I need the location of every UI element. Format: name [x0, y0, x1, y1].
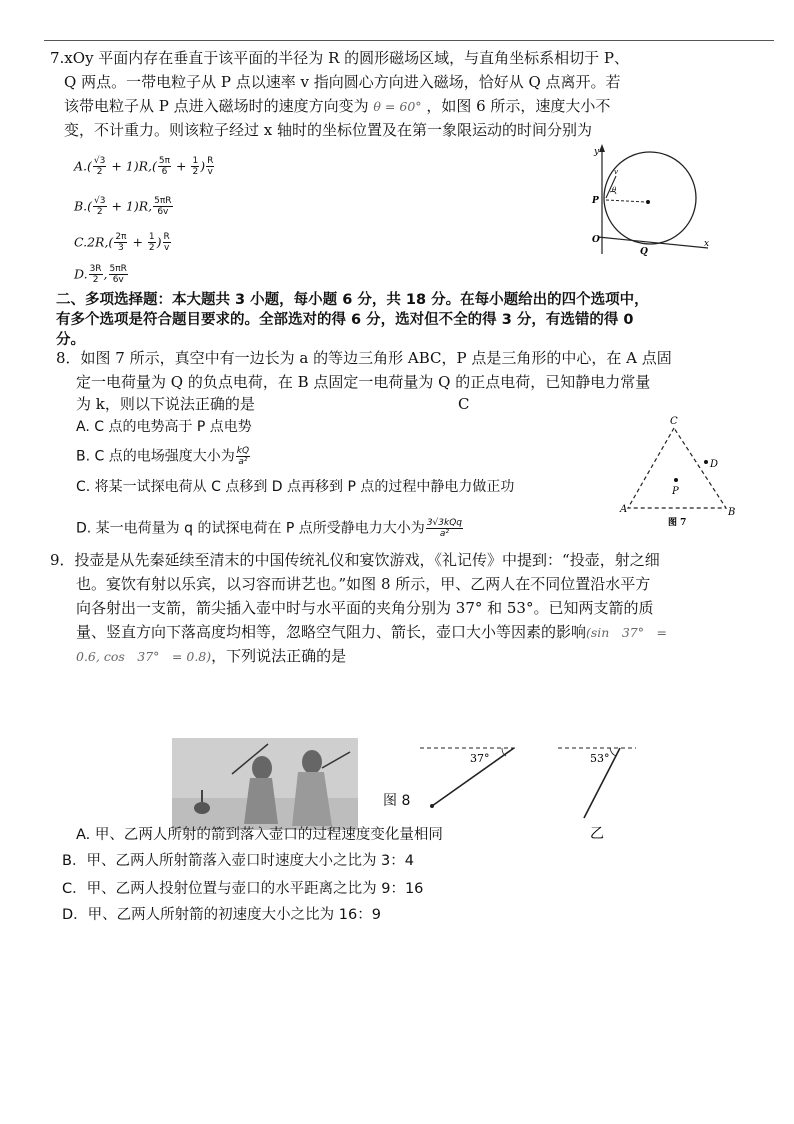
section2-line-3: 分。 [56, 332, 85, 348]
label-b: B [728, 507, 736, 518]
q8-option-d[interactable]: D. 某一电荷量为 q 的试探电荷在 P 点所受静电力大小为 $\frac{\text{3√3kQq}}{\text{a²}}$ [76, 518, 463, 539]
point-d [704, 460, 708, 464]
q7-line-4: 变，不计重力。则该粒子经过 x 轴时的坐标位置及在第一象限运动的时间分别为 [64, 121, 592, 139]
q9-option-d[interactable]: D．甲、乙两人所射箭的初速度大小之比为 16：9 [62, 907, 381, 923]
velocity-label: v [614, 168, 618, 176]
sin-expression-2: 0.6, cos 37° = 0.8) [76, 649, 212, 664]
q9-option-a[interactable]: A. 甲、乙两人所射的箭到落入壶口的过程速度变化量相同 [76, 827, 443, 843]
theta-expression: θ = 60° [373, 99, 422, 114]
figure-8-painting-image [172, 738, 358, 830]
y-axis-label: y [594, 147, 600, 157]
origin-label: O [592, 235, 600, 245]
figure-8-arrow-yi [556, 744, 640, 840]
figure-person-1 [252, 756, 272, 780]
section2-line-2: 有多个选项是符合题目要求的。全部选对的得 6 分，选对但不全的得 3 分，有选错的得 0 [56, 312, 634, 328]
q7-line-3-rest: ，如图 6 所示，速度大小不 [426, 97, 611, 115]
figure-6-magnetic-field [584, 142, 714, 258]
q7-option-a[interactable]: A.( $\frac{√3}{2}$ + 1)R,( $\frac{5\pi}{6}$ + $\frac{1}{2}$ ) $\frac{R}{v}$ [74, 156, 214, 177]
point-p-label: P [592, 196, 599, 206]
q7-line-2: Q 两点。一带电粒子从 P 点以速率 v 指向圆心方向进入磁场，恰好从 Q 点离开。若 [64, 73, 621, 91]
figure-8-caption: 图 8 [383, 793, 411, 809]
pot-icon [194, 802, 210, 814]
q9-option-c[interactable]: C．甲、乙两人投射位置与壶口的水平距离之比为 9：16 [62, 881, 424, 897]
theta-label: θ [612, 186, 617, 194]
q9-line-5: 0.6, cos 37° = 0.8)，下列说法正确的是 [76, 647, 347, 665]
figure-7-triangle [618, 412, 744, 530]
point-q-label: Q [640, 247, 648, 257]
q9-option-b[interactable]: B．甲、乙两人所射箭落入壶口时速度大小之比为 3：4 [62, 853, 415, 869]
q8-option-c[interactable]: C. 将某一试探电荷从 C 点移到 D 点再移到 P 点的过程中静电力做正功 [76, 479, 515, 495]
top-rule [44, 40, 774, 41]
q7-line-3-text: 该带电粒子从 P 点进入磁场时的速度方向变为 [64, 97, 369, 115]
figure-person-2 [302, 750, 322, 774]
q9-line-2: 也。宴饮有射以乐宾，以习容而讲艺也。”如图 8 所示，甲、乙两人在不同位置沿水平方 [76, 575, 651, 593]
x-axis-label: x [704, 239, 710, 249]
q7-option-d[interactable]: D. $\frac{3R}{2}$ , $\frac{5\pi R}{6v}$ [74, 264, 127, 285]
q8-line-3: 为 k，则以下说法正确的是 [76, 395, 255, 413]
q7-line-1: 7.xOy 平面内存在垂直于该平面的半径为 R 的圆形磁场区域，与直角坐标系相切于 P、 [50, 49, 630, 67]
sin-expression-1: (sin 37° = [586, 625, 667, 640]
q8-option-a[interactable]: A. C 点的电势高于 P 点电势 [76, 419, 252, 435]
q8-line-1: 8．如图 7 所示，真空中有一边长为 a 的等边三角形 ABC，P 点是三角形的中心，在 A 点固 [56, 349, 672, 367]
label-a: A [620, 504, 628, 515]
angle-53-label: 53° [590, 752, 610, 765]
magnetic-field-circle [604, 152, 696, 244]
label-p: P [672, 486, 679, 497]
q7-option-c[interactable]: C.2R,( $\frac{2\pi}{3}$ + $\frac{1}{2}$ ) $\frac{R}{v}$ [74, 232, 170, 253]
label-c: C [670, 416, 678, 427]
section2-line-1: 二、多项选择题：本大题共 3 小题，每小题 6 分，共 18 分。在每小题给出的四个选项中， [56, 292, 649, 308]
angle-37-label: 37° [470, 752, 490, 765]
point-p [674, 478, 678, 482]
q7-line-3 [64, 96, 610, 117]
q8-line-2: 定一电荷量为 Q 的负点电荷，在 B 点固定一电荷量为 Q 的正点电荷，已知静电力常量 [76, 373, 651, 391]
q9-line-3: 向各射出一支箭，箭尖插入壶中时与水平面的夹角分别为 37° 和 53°。已知两支箭的质 [76, 599, 654, 617]
figure-8-arrow-jia [418, 744, 522, 810]
radius-dashed-line [606, 200, 646, 202]
q9-line-1: 9．投壶是从先秦延续至清末的中国传统礼仪和宴饮游戏，《礼记传》中提到：“投壶，射之细 [50, 551, 660, 569]
q8-option-b[interactable]: B. C 点的电场强度大小为 $\frac{kQ}{\text{a²}}$ [76, 446, 250, 467]
label-yi: 乙 [590, 826, 604, 840]
label-d: D [710, 459, 719, 470]
q7-option-b[interactable]: B.( $\frac{√3}{2}$ + 1)R, $\frac{5\pi R}{6v}$ [74, 196, 172, 217]
y-arrow-icon [599, 144, 605, 152]
x-axis [598, 237, 708, 248]
q9-line-4: 量、竖直方向下落高度均相等，忽略空气阻力、箭长，壶口大小等因素的影响(sin 37° = [76, 623, 667, 641]
q8-answer: C [458, 395, 470, 413]
circle-center [646, 200, 650, 204]
figure-7-caption: 图 7 [668, 518, 687, 528]
